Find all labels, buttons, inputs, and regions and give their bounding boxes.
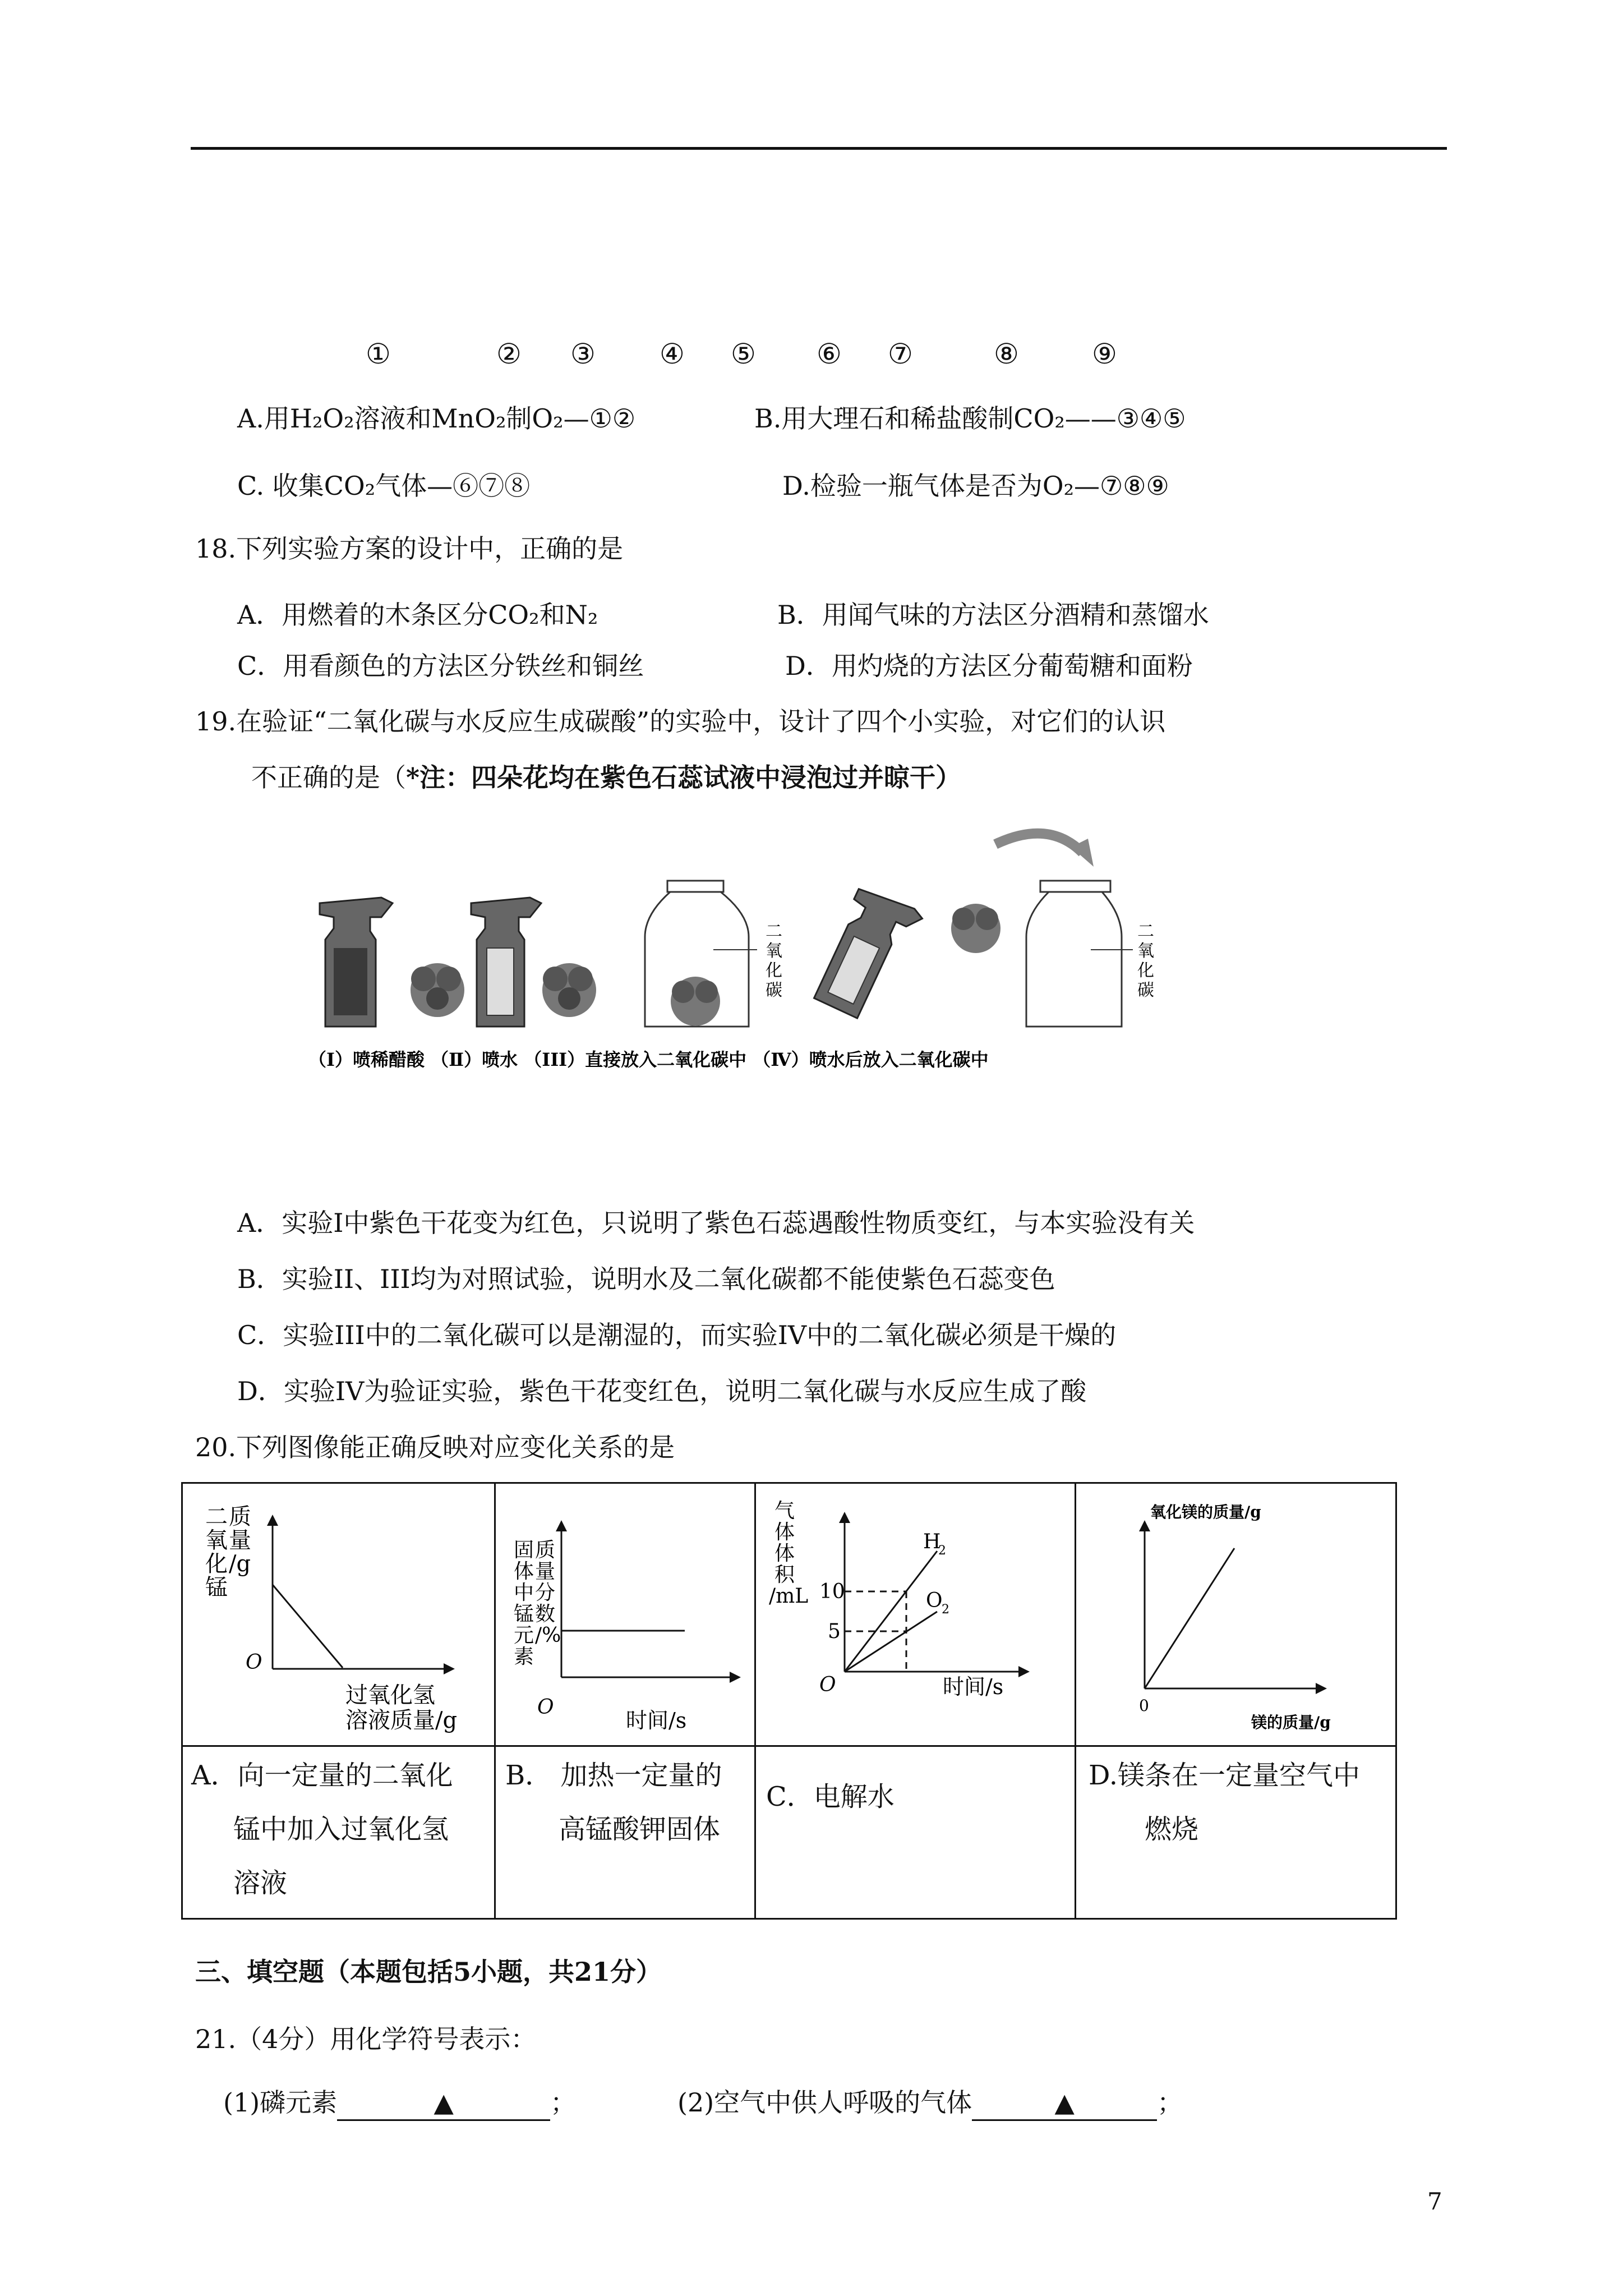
section-heading: 三、填空题（本题包括5小题，共21分） — [195, 1957, 662, 1987]
option-line — [191, 1856, 488, 1910]
q19-experiment-figure — [308, 819, 1195, 1083]
y-label: 体 — [774, 1521, 795, 1544]
y-label: 体 — [774, 1542, 795, 1565]
apparatus-number: ⑤ — [731, 338, 756, 370]
q19-option-b: B．实验II、III均为对照试验，说明水及二氧化碳都不能使紫色石蕊变色 — [237, 1264, 1055, 1294]
series-label-o2-sub: 2 — [942, 1603, 949, 1617]
q20-stem: 20.下列图像能正确反映对应变化关系的是 — [195, 1432, 675, 1462]
y-label: 分 — [535, 1581, 556, 1604]
q19-option-c: C．实验III中的二氧化碳可以是潮湿的，而实验IV中的二氧化碳必须是干燥的 — [237, 1320, 1117, 1350]
y-label: 素 — [514, 1645, 534, 1668]
jar-label: 化 — [766, 961, 782, 981]
option-line — [1089, 1802, 1394, 1856]
q21-part2-label: (2)空气中供人呼吸的气体 — [677, 2087, 972, 2118]
apparatus-number: ⑨ — [1092, 338, 1117, 370]
apparatus-number: ③ — [570, 338, 596, 370]
x-label: 镁的质量/g — [1251, 1713, 1331, 1732]
q21-part2 — [677, 2086, 1183, 2121]
option-line — [505, 1802, 752, 1856]
jar-label: 二 — [766, 922, 782, 941]
q20-option-c — [766, 1770, 1069, 1824]
data-line — [1145, 1548, 1234, 1688]
y-label: 数 — [535, 1603, 556, 1626]
q20-option-d — [1089, 1749, 1394, 1856]
tick-label: 10 — [819, 1580, 845, 1603]
q20-option-a — [191, 1749, 488, 1910]
y-label: 固 — [514, 1539, 534, 1562]
q21-part1-label: (1)磷元素 — [223, 2087, 338, 2118]
y-label: 体 — [514, 1560, 534, 1583]
option-text: 高锰酸钾固体 — [559, 1814, 721, 1845]
q21-stem: 21.（4分）用化学符号表示： — [195, 2024, 537, 2054]
y-label: 氧化镁的质量/g — [1150, 1503, 1261, 1521]
tick-label: 5 — [828, 1620, 841, 1643]
apparatus-number: ⑧ — [994, 338, 1019, 370]
option-text: 燃烧 — [1145, 1814, 1199, 1845]
jar-label: 化 — [1137, 961, 1154, 981]
flower-icon — [951, 904, 1000, 953]
y-label: 氧 — [205, 1527, 228, 1553]
flower-icon — [411, 963, 464, 1017]
gas-jar-icon — [1026, 881, 1133, 1027]
graph-c — [763, 1495, 1069, 1742]
q18-stem: 18.下列实验方案的设计中，正确的是 — [195, 533, 624, 564]
q19-stem-line2 — [251, 761, 961, 794]
table-divider — [494, 1484, 496, 1918]
triangle-icon: ▲ — [1054, 2087, 1075, 2118]
apparatus-number: ④ — [660, 338, 685, 370]
answer-blank[interactable] — [337, 2086, 550, 2121]
apparatus-number: ⑥ — [817, 338, 842, 370]
y-label: 积 — [774, 1563, 795, 1586]
jar-label: 碳 — [1137, 981, 1154, 1000]
q17-option-c: C. 收集CO₂气体—⑥⑦⑧ — [237, 471, 531, 501]
y-label: 锰 — [205, 1575, 228, 1600]
q18-option-a: A．用燃着的木条区分CO₂和N₂ — [237, 600, 598, 630]
apparatus-number: ② — [496, 338, 522, 370]
separator: ； — [1157, 2087, 1183, 2118]
sprayer-icon — [809, 884, 924, 1025]
origin-label: O — [819, 1673, 836, 1696]
q19-option-d: D．实验IV为验证实验，紫色干花变红色，说明二氧化碳与水反应生成了酸 — [237, 1376, 1087, 1406]
q19-option-a: A．实验Ⅰ中紫色干花变为红色，只说明了紫色石蕊遇酸性物质变红，与本实验没有关 — [237, 1208, 1195, 1238]
option-line — [191, 1749, 488, 1802]
q19-stem-prefix: 不正确的是（ — [251, 762, 406, 793]
y-label: 化 — [205, 1551, 228, 1577]
y-label: 质 — [535, 1539, 556, 1562]
table-divider — [1075, 1484, 1076, 1918]
graph-d — [1083, 1495, 1394, 1742]
y-label: 元 — [514, 1624, 534, 1647]
sprayer-icon — [471, 898, 541, 1027]
h2-line — [845, 1551, 937, 1672]
series-label-h2: H — [923, 1530, 941, 1553]
x-label: 时间/s — [626, 1708, 687, 1733]
q18-option-d: D．用灼烧的方法区分葡萄糖和面粉 — [785, 651, 1193, 681]
x-label: 时间/s — [943, 1674, 1004, 1699]
y-label: /mL — [769, 1585, 809, 1608]
series-label-h2-sub: 2 — [938, 1544, 946, 1558]
y-label: 质 — [229, 1504, 251, 1530]
graph-b — [502, 1501, 749, 1742]
q18-option-c: C．用看颜色的方法区分铁丝和铜丝 — [237, 651, 644, 681]
q17-option-a: A.用H₂O₂溶液和MnO₂制O₂—①② — [237, 403, 636, 434]
q20-option-b — [505, 1749, 752, 1856]
q19-note: *注：四朵花均在紫色石蕊试液中浸泡过并晾干） — [406, 762, 962, 793]
y-label: /% — [535, 1624, 561, 1647]
option-line — [505, 1749, 752, 1802]
y-label: /g — [229, 1551, 251, 1577]
q17-option-b: B.用大理石和稀盐酸制CO₂——③④⑤ — [754, 403, 1186, 434]
q21-part1 — [223, 2086, 576, 2121]
option-text: B． 加热一定量的 — [505, 1760, 722, 1791]
table-divider — [754, 1484, 756, 1918]
option-text: 锰中加入过氧化氢 — [233, 1814, 449, 1845]
q17-option-d: D.检验一瓶气体是否为O₂—⑦⑧⑨ — [782, 471, 1169, 501]
jar-label: 碳 — [766, 981, 782, 1000]
data-line — [273, 1585, 343, 1668]
separator: ； — [550, 2087, 577, 2118]
triangle-icon: ▲ — [434, 2087, 454, 2118]
flower-icon — [542, 963, 596, 1017]
header-rule — [191, 147, 1447, 150]
table-divider — [183, 1745, 1395, 1747]
option-text: A．向一定量的二氧化 — [191, 1760, 453, 1791]
y-label: 二 — [205, 1504, 228, 1530]
sprayer-icon — [320, 898, 393, 1027]
jar-label: 氧 — [766, 941, 782, 961]
series-label-o2: O — [926, 1589, 943, 1612]
jar-label: 氧 — [1137, 941, 1154, 961]
origin-label: O — [537, 1696, 554, 1719]
q19-stem: 19.在验证“二氧化碳与水反应生成碳酸”的实验中，设计了四个小实验，对它们的认识 — [195, 706, 1166, 737]
figure-caption: （Ⅰ）喷稀醋酸 （Ⅱ）喷水 （III）直接放入二氧化碳中 （Ⅳ）喷水后放入二氧化碳中 — [308, 1049, 989, 1070]
x-label: 过氧化氢 — [345, 1682, 435, 1708]
option-line — [191, 1802, 488, 1856]
page-number: 7 — [1427, 2188, 1442, 2215]
gas-jar-icon — [645, 881, 757, 1027]
graph-a — [205, 1501, 486, 1742]
apparatus-number: ⑦ — [888, 338, 913, 370]
origin-label: 0 — [1139, 1696, 1149, 1715]
jar-label: 二 — [1137, 922, 1154, 941]
origin-label: O — [246, 1651, 262, 1674]
option-text: D.镁条在一定量空气中 — [1089, 1760, 1361, 1791]
y-label: 量 — [229, 1527, 251, 1553]
x-label: 溶液质量/g — [345, 1708, 458, 1733]
y-label: 量 — [535, 1560, 556, 1583]
y-label: 锰 — [514, 1603, 534, 1626]
apparatus-number: ① — [366, 338, 391, 370]
answer-blank[interactable] — [972, 2086, 1157, 2121]
q20-graph-table — [181, 1482, 1397, 1920]
option-line — [1089, 1749, 1394, 1802]
option-text: C．电解水 — [766, 1781, 895, 1812]
y-label: 气 — [774, 1499, 795, 1522]
q18-option-b: B．用闻气味的方法区分酒精和蒸馏水 — [777, 600, 1209, 630]
y-label: 中 — [514, 1581, 534, 1604]
o2-line — [845, 1612, 937, 1672]
option-text: 溶液 — [233, 1867, 288, 1899]
